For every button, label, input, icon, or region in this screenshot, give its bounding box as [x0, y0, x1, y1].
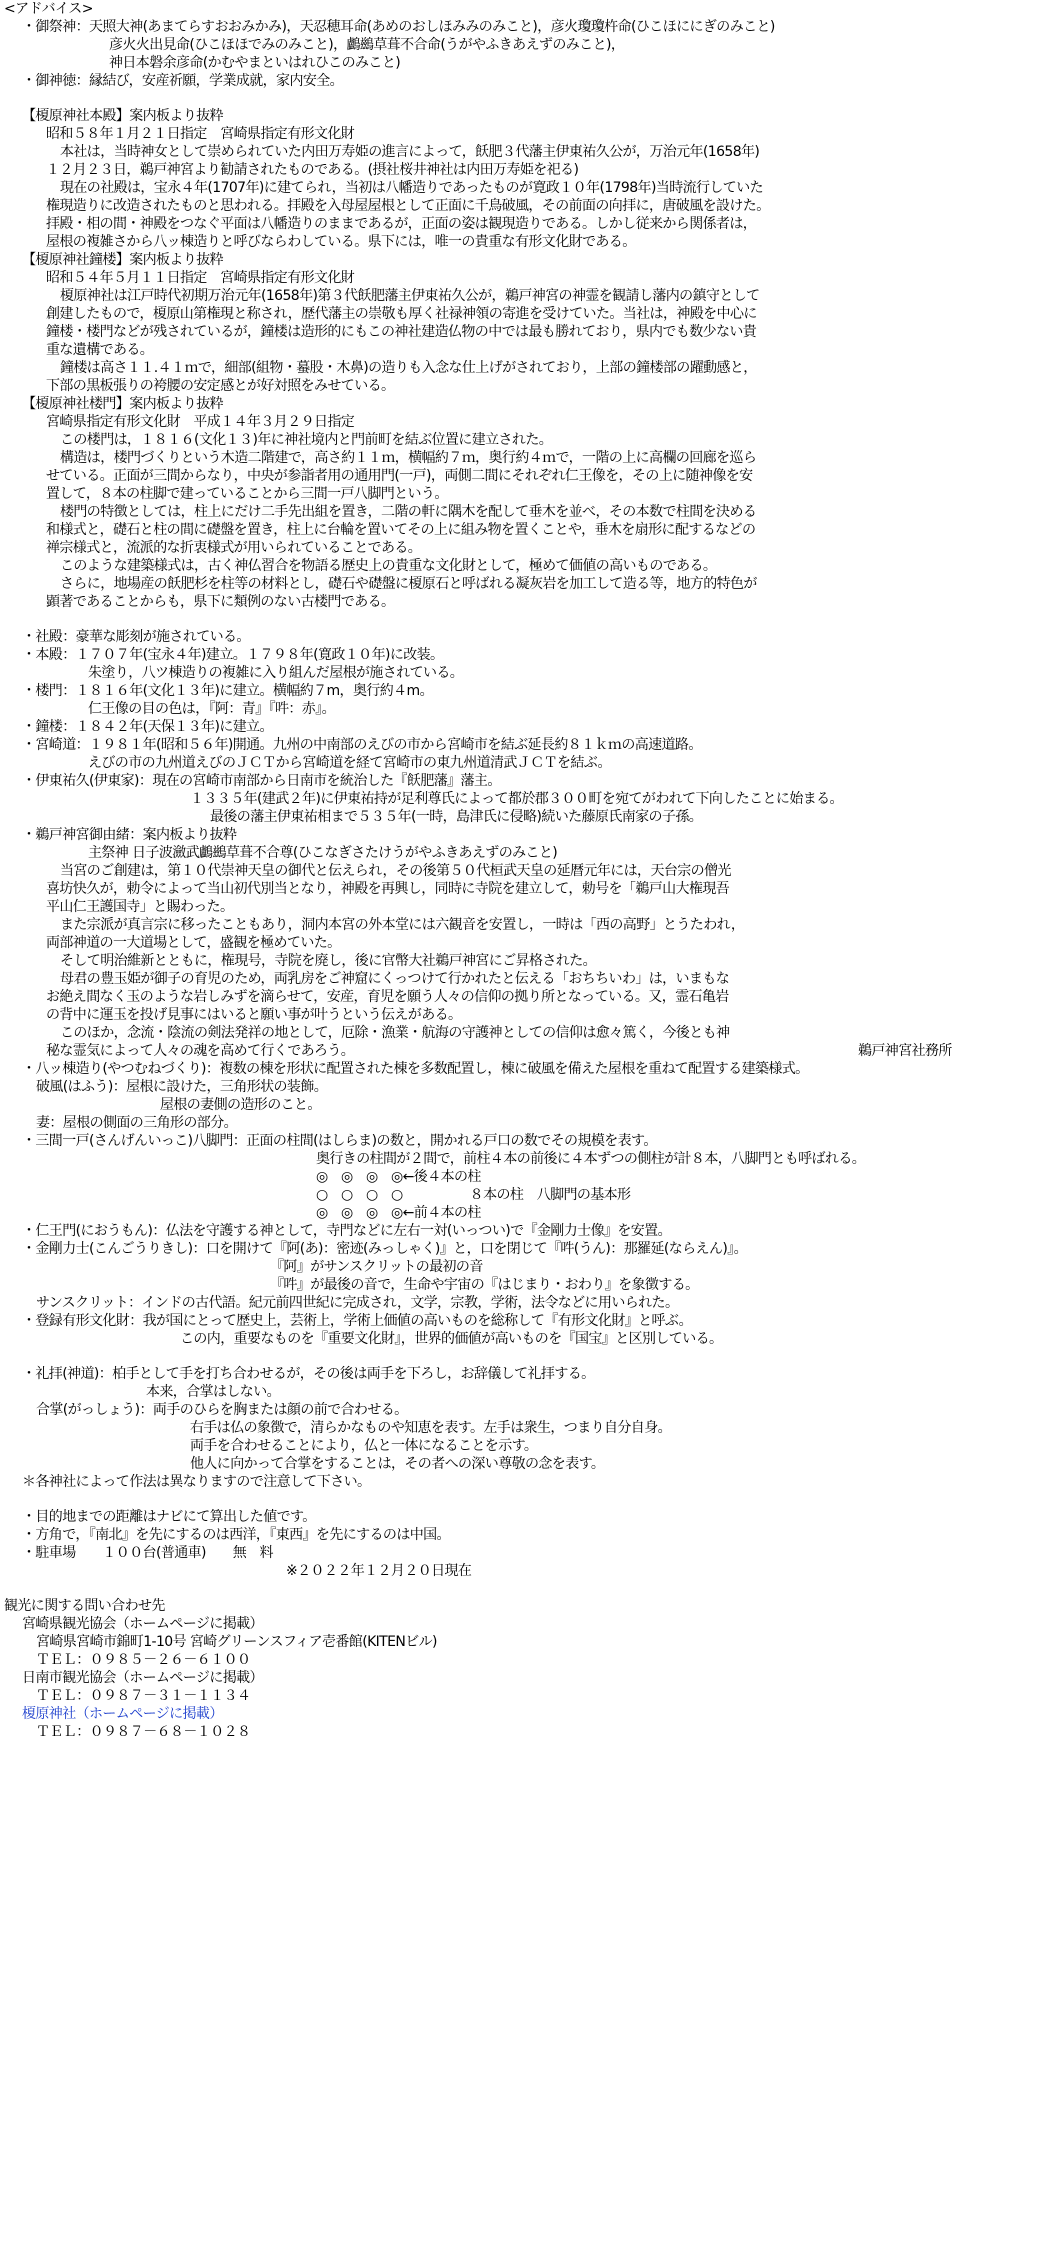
text-line: ○ ○ ○ ○ ８本の柱 八脚門の基本形: [316, 1187, 631, 1203]
text-line: 本社は，当時神女として崇められていた内田万寿姫の進言によって，飫肥３代藩主伊東祐久公が，万治元年(1658年): [60, 144, 760, 160]
text-line: 彦火火出見命(ひこほほでみのみこと)，鸕鷀草葺不合命(うがやふきあえずのみこと)，: [109, 37, 625, 53]
text-line: ・伊東祐久(伊東家)：現在の宮崎市南部から日南市を統治した『飫肥藩』藩主。: [22, 773, 501, 789]
contact-link[interactable]: 榎原神社（ホームページに掲載）: [22, 1706, 223, 1722]
text-line: この楼門は，１８１６(文化１３)年に神社境内と門前町を結ぶ位置に建立された。: [60, 432, 553, 448]
text-line: ◎ ◎ ◎ ◎←後４本の柱: [316, 1169, 481, 1185]
text-line: ・宮崎道：１９８１年(昭和５６年)開通。九州の中南部のえびの市から宮崎市を結ぶ延長約８１ｋｍの高速道路。: [22, 737, 702, 753]
text-line: ＴＥＬ：０９８７－３１－１１３４: [36, 1688, 251, 1704]
text-line: 両部神道の一大道場として，盛観を極めていた。: [46, 935, 341, 951]
text-line: ・駐車場 １００台(普通車) 無 料: [22, 1545, 273, 1561]
text-line: ・仁王門(におうもん)：仏法を守護する神として，寺門などに左右一対(いっつい)で『金剛力士像』を安置。: [22, 1223, 671, 1239]
text-line: このほか，念流・陰流の剣法発祥の地として，厄除・漁業・航海の守護神としての信仰は愈々篤く，今後とも神: [60, 1025, 730, 1041]
text-line: １３３５年(建武２年)に伊東祐持が足利尊氏によって都於郡３００町を宛てがわれて下向したことに始まる。: [190, 791, 843, 807]
text-line: 宮崎県指定有形文化財 平成１４年３月２９日指定: [46, 414, 355, 430]
text-line: ・鵜戸神宮御由緒：案内板より抜粋: [22, 827, 237, 843]
text-line: 合掌(がっしょう)：両手のひらを胸または顔の前で合わせる。: [36, 1402, 408, 1418]
text-line: 鐘楼・楼門などが残されているが，鐘楼は造形的にもこの神社建造仏物の中では最も勝れており，県内でも数少ない貴: [46, 324, 757, 340]
text-line: 榎原神社は江戸時代初期万治元年(1658年)第３代飫肥藩主伊東祐久公が，鵜戸神宮の神霊を観請し藩内の鎮守として: [60, 288, 760, 304]
text-line: 母君の豊玉姫が御子の育児のため，両乳房をご神窟にくっつけて行かれたと伝える「おちちいわ」は，いまもな: [60, 971, 730, 987]
text-line: 和様式と，礎石と柱の間に礎盤を置き，柱上に台輪を置いてその上に組み物を置くことや，垂木を扇形に配するなどの: [46, 522, 756, 538]
text-line: ・方角で，『南北』を先にするのは西洋，『東西』を先にするのは中国。: [22, 1527, 450, 1543]
text-line: 喜坊快久が，勅令によって当山初代別当となり，神殿を再興し，同時に寺院を建立して，勅号を「鵜戸山大権現吾: [46, 881, 730, 897]
text-line: 昭和５８年１月２１日指定 宮崎県指定有形文化財: [46, 126, 355, 142]
text-line: 両手を合わせることにより，仏と一体になることを示す。: [190, 1438, 538, 1454]
text-line: 禅宗様式と，流派的な折衷様式が用いられていることである。: [46, 540, 422, 556]
text-line: ・八ッ棟造り(やつむねづくり)：複数の棟を形状に配置された棟を多数配置し，棟に破風を備えた屋根を重ねて配置する建築様式。: [22, 1061, 809, 1077]
text-line: この内，重要なものを『重要文化財』，世界的価値が高いものを『国宝』と区別している。: [180, 1331, 723, 1347]
text-line: 日南市観光協会（ホームページに掲載）: [22, 1670, 263, 1686]
text-line: 屋根の複雑さから八ッ棟造りと呼びならわしている。県下には，唯一の貴重な有形文化財である。: [46, 234, 636, 250]
text-line: 屋根の妻側の造形のこと。: [160, 1097, 321, 1113]
text-line: 奥行きの柱間が２間で，前柱４本の前後に４本ずつの側柱が計８本，八脚門とも呼ばれる。: [316, 1151, 866, 1167]
text-line: 宮崎県観光協会（ホームページに掲載）: [22, 1616, 263, 1632]
text-line: ＴＥＬ：０９８７－６８－１０２８: [36, 1724, 251, 1740]
text-line: ＴＥＬ：０９８５－２６－６１００: [36, 1652, 251, 1668]
text-line: 【榎原神社楼門】案内板より抜粋: [22, 396, 223, 412]
text-line: 朱塗り，八ツ棟造りの複雑に入り組んだ屋根が施されている。: [88, 665, 464, 681]
text-line: 『阿』がサンスクリットの最初の音: [270, 1259, 483, 1275]
text-line: 神日本磐余彦命(かむやまといはれひこのみこと): [109, 55, 401, 71]
text-line: 構造は，楼門づくりという木造二階建で，高さ約１１ｍ，横幅約７ｍ，奥行約４ｍで，一階の上に高欄の回廊を巡ら: [60, 450, 757, 466]
text-line: ※２０２２年１２月２０日現在: [286, 1563, 472, 1579]
text-line: ・登録有形文化財：我が国にとって歴史上，芸術上，学術上価値の高いものを総称して『有形文化財』と呼ぶ。: [22, 1313, 692, 1329]
text-line: 拝殿・相の間・神殿をつなぐ平面は八幡造りのままであるが，正面の姿は観現造りである。しかし従来から関係者は，: [46, 216, 757, 232]
text-line: 重な遺構である。: [46, 342, 154, 358]
text-line: 顕著であることからも，県下に類例のない古楼門である。: [46, 594, 395, 610]
text-line: 創建したもので，榎原山第権現と称され，歴代藩主の崇敬も厚く社禄神領の寄進を受けていた。当社は，神殿を中心に: [46, 306, 757, 322]
text-line: 本来，合掌はしない。: [146, 1384, 280, 1400]
text-line: 仁王像の目の色は，『阿：青』『吽：赤』。: [88, 701, 335, 717]
text-line: 『吽』が最後の音で，生命や宇宙の『はじまり・おわり』を象徴する。: [270, 1277, 699, 1293]
text-line: ・楼門：１８１６年(文化１３年)に建立。横幅約７m，奥行約４m。: [22, 683, 433, 699]
text-line: １２月２３日，鵜戸神宮より勧請されたものである。(摂社桜井神社は内田万寿姫を祀る): [46, 162, 579, 178]
text-line: また宗派が真言宗に移ったこともあり，洞内本宮の外本堂には六観音を安置し，一時は「西の高野」とうたわれ，: [60, 917, 745, 933]
text-line: 平山仁王護国寺」と賜わった。: [46, 899, 234, 915]
text-line: ・三間一戸(さんげんいっこ)八脚門：正面の柱間(はしらま)の数と，開かれる戸口の数でその規模を表す。: [22, 1133, 657, 1149]
text-line: 【榎原神社本殿】案内板より抜粋: [22, 108, 223, 124]
text-line: そして明治維新とともに，権現号，寺院を廃し，後に官幣大社鵜戸神宮にご昇格された。: [60, 953, 596, 969]
text-line: ・御神徳：縁結び，安産祈願，学業成就，家内安全。: [22, 73, 344, 89]
text-line: 鐘楼は高さ１１.４１ｍで，細部(組物・蟇股・木鼻)の造りも入念な仕上げがされており，上部の鐘楼部の躍動感と，: [60, 360, 757, 376]
text-line: お絶え間なく玉のような岩しみずを滴らせて，安産，育児を願う人々の信仰の拠り所となっている。又，霊石亀岩: [46, 989, 729, 1005]
text-line: 置して，８本の柱脚で建っていることから三間一戸八脚門という。: [46, 486, 448, 502]
text-line: ◎ ◎ ◎ ◎←前４本の柱: [316, 1205, 481, 1221]
text-line: ＊各神社によって作法は異なりますので注意して下さい。: [22, 1474, 371, 1490]
text-line: 権現造りに改造されたものと思われる。拝殿を入母屋屋根として正面に千鳥破風，その前面の向拝に，唐破風を設けた。: [46, 198, 770, 214]
text-line: 当宮のご創建は，第１０代崇神天皇の御代と伝えられ，その後第５０代桓武天皇の延暦元年には，天台宗の僧光: [60, 863, 731, 879]
text-line: 観光に関する問い合わせ先: [4, 1598, 165, 1614]
text-line: 宮崎県宮崎市錦町1-10号 宮崎グリーンスフィア壱番館(KITENビル): [36, 1634, 437, 1650]
text-line: 鵜戸神宮社務所: [858, 1043, 952, 1059]
text-line: ・社殿：豪華な彫刻が施されている。: [22, 629, 250, 645]
text-line: 下部の黒板張りの袴腰の安定感とが好対照をみせている。: [46, 378, 395, 394]
text-line: ・金剛力士(こんごうりきし)：口を開けて『阿(あ)：密迹(みっしゃく)』と，口を閉じて『吽(うん)：那羅延(ならえん)』。: [22, 1241, 748, 1257]
text-line: さらに，地場産の飫肥杉を柱等の材料とし，礎石や礎盤に榎原石と呼ばれる凝灰岩を加工して造る等，地方的特色が: [60, 576, 757, 592]
text-line: このような建築様式は，古く神仏習合を物語る歴史上の貴重な文化財として，極めて価値の高いものである。: [60, 558, 717, 574]
text-line: 現在の社殿は，宝永４年(1707年)に建てられ，当初は八幡造りであったものが寛政１０年(1798年)当時流行していた: [60, 180, 764, 196]
text-line: サンスクリット：インドの古代語。紀元前四世紀に完成され，文学，宗教，学術，法令などに用いられた。: [36, 1295, 679, 1311]
text-line: 【榎原神社鐘楼】案内板より抜粋: [22, 252, 223, 268]
text-line: 主祭神 日子波瀲武鸕鷀草葺不合尊(ひこなぎさたけうがやふきあえずのみこと): [88, 845, 558, 861]
text-line: 他人に向かって合掌をすることは，その者への深い尊敬の念を表す。: [190, 1456, 605, 1472]
text-line: ・御祭神：天照大神(あまてらすおおみかみ)，天忍穂耳命(あめのおしほみみのみこと)，彦火瓊瓊杵命(ひこほににぎのみこと): [22, 19, 775, 35]
text-line: 妻：屋根の側面の三角形の部分。: [36, 1115, 237, 1131]
text-line: ・鐘楼：１８４２年(天保１３年)に建立。: [22, 719, 273, 735]
text-line: の背中に運玉を投げ見事にはいると願い事が叶うという伝えがある。: [46, 1007, 462, 1023]
text-line: <アドバイス>: [4, 1, 93, 17]
text-line: 破風(はふう)：屋根に設けた，三角形状の装飾。: [36, 1079, 328, 1095]
text-line: えびの市の九州道えびのＪＣＴから宮崎道を経て宮崎市の東九州道清武ＪＣＴを結ぶ。: [88, 755, 611, 771]
text-line: 最後の藩主伊東祐相まで５３５年(一時，島津氏に侵略)続いた藤原氏南家の子孫。: [210, 809, 703, 825]
text-line: 楼門の特徴としては，柱上にだけ二手先出組を置き，二階の軒に隅木を配して垂木を並べ，その本数で柱間を決める: [60, 504, 757, 520]
text-line: 右手は仏の象徴で，清らかなものや知恵を表す。左手は衆生，つまり自分自身。: [190, 1420, 671, 1436]
text-line: ・目的地までの距離はナビにて算出した値です。: [22, 1509, 316, 1525]
text-line: 昭和５４年５月１１日指定 宮崎県指定有形文化財: [46, 270, 355, 286]
text-line: ・礼拝(神道)：柏手として手を打ち合わせるが，その後は両手を下ろし，お辞儀して礼拝する。: [22, 1366, 595, 1382]
text-line: ・本殿：１７０７年(宝永４年)建立。１７９８年(寛政１０年)に改装。: [22, 647, 444, 663]
text-line: 秘な霊気によって人々の魂を高めて行くであろう。: [46, 1043, 355, 1059]
text-line: せている。正面が三間からなり，中央が参詣者用の通用門(一戸)，両側二間にそれぞれ仁王像を，その上に随神像を安: [46, 468, 753, 484]
